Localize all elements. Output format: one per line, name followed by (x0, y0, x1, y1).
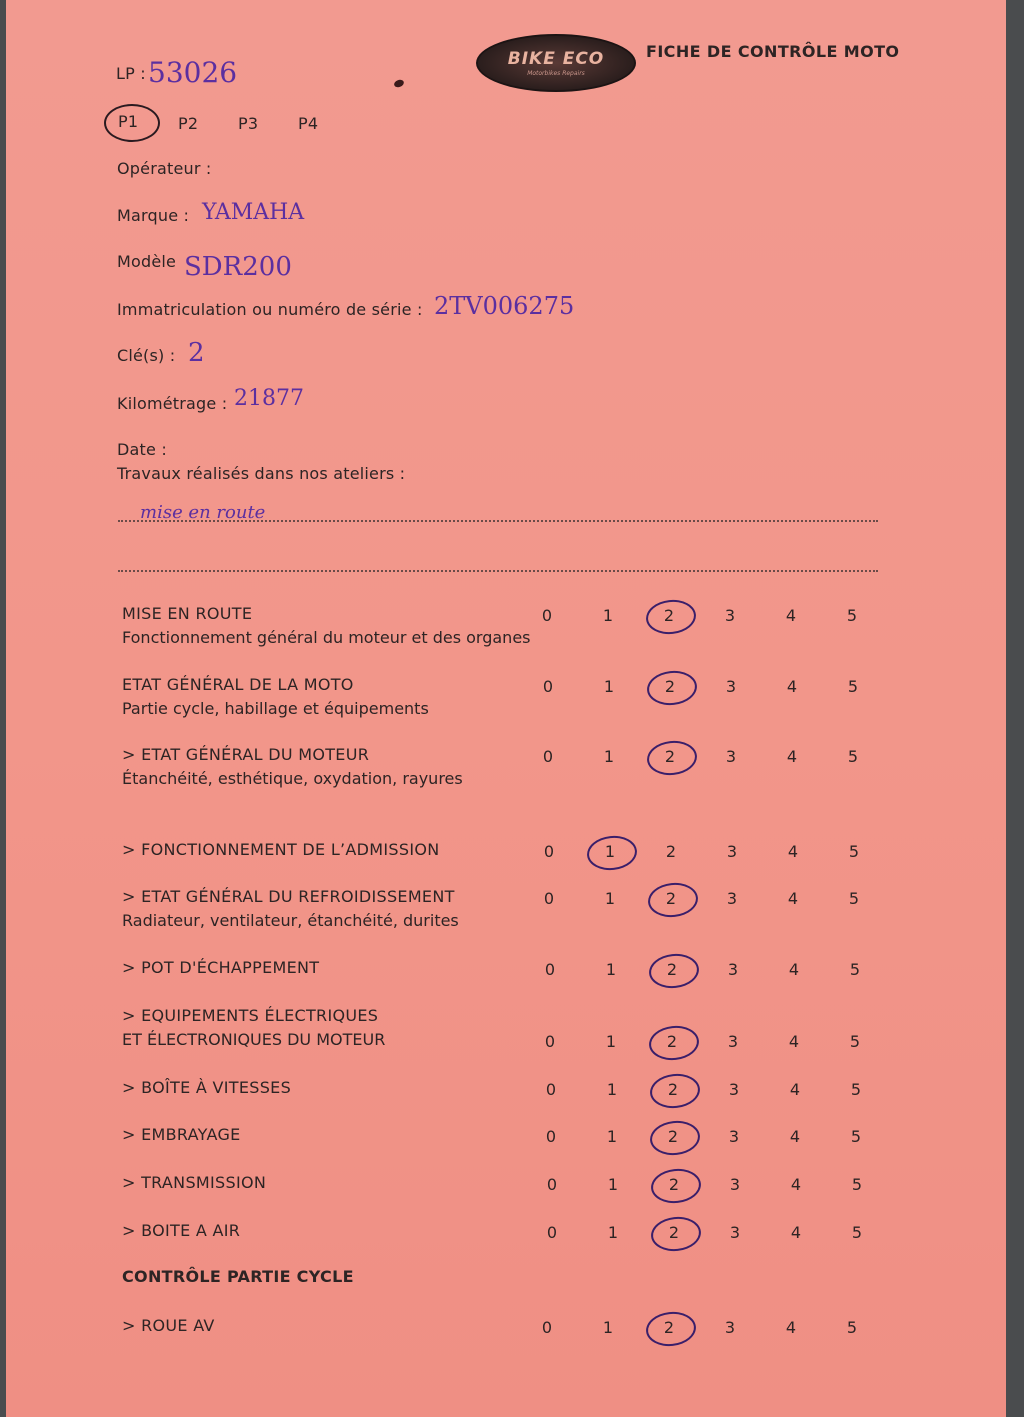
selected-score-circle (645, 738, 698, 777)
score-option-0: 0 (546, 1175, 558, 1194)
score-option-2: 2 (667, 1127, 679, 1146)
operateur-label: Opérateur : (117, 159, 212, 178)
score-option-5: 5 (851, 1175, 863, 1194)
score-option-1: 1 (603, 677, 615, 696)
score-option-1: 1 (604, 842, 616, 861)
score-option-2: 2 (663, 606, 675, 625)
lp-label: LP : (116, 64, 146, 83)
score-option-5: 5 (848, 842, 860, 861)
score-option-2: 2 (663, 1318, 675, 1337)
score-option-0: 0 (546, 1223, 558, 1242)
score-option-2: 2 (666, 960, 678, 979)
marque-value: YAMAHA (202, 200, 305, 225)
selected-score-circle (649, 1214, 702, 1253)
score-option-0: 0 (543, 842, 555, 861)
score-option-3: 3 (729, 1175, 741, 1194)
travaux-value: mise en route (140, 502, 266, 523)
score-option-2: 2 (664, 677, 676, 696)
score-option-0: 0 (541, 1318, 553, 1337)
score-option-4: 4 (787, 889, 799, 908)
score-option-5: 5 (848, 889, 860, 908)
score-option-3: 3 (725, 677, 737, 696)
date-label: Date : (117, 440, 167, 459)
score-option-0: 0 (545, 1127, 557, 1146)
score-option-5: 5 (849, 960, 861, 979)
cles-label: Clé(s) : (117, 346, 176, 365)
score-option-2: 2 (664, 747, 676, 766)
row-subtitle: Partie cycle, habillage et équipements (122, 699, 429, 718)
selected-score-circle (649, 1166, 702, 1205)
score-option-3: 3 (725, 747, 737, 766)
score-option-3: 3 (727, 960, 739, 979)
row-title: ETAT GÉNÉRAL DE LA MOTO (122, 675, 354, 694)
score-option-4: 4 (789, 1080, 801, 1099)
score-option-3: 3 (727, 1032, 739, 1051)
score-option-0: 0 (545, 1080, 557, 1099)
row-subtitle: Étanchéité, esthétique, oxydation, rayures (122, 769, 463, 788)
lp-value: 53026 (148, 56, 238, 89)
page-option-p1: P1 (118, 112, 139, 131)
score-option-5: 5 (847, 677, 859, 696)
selected-score-circle (644, 1309, 697, 1348)
score-option-4: 4 (785, 606, 797, 625)
selected-score-circle (645, 668, 698, 707)
modele-value: SDR200 (184, 252, 292, 282)
score-option-2: 2 (665, 889, 677, 908)
score-option-5: 5 (849, 1032, 861, 1051)
page-option-p4: P4 (298, 114, 319, 133)
score-option-0: 0 (542, 747, 554, 766)
selected-score-circle (585, 833, 638, 872)
kilometrage-label: Kilométrage : (117, 394, 228, 413)
score-option-3: 3 (726, 889, 738, 908)
row-title: > ETAT GÉNÉRAL DU REFROIDISSEMENT (122, 887, 455, 906)
logo-brand-text: BIKE ECO (507, 49, 605, 69)
section-partie-cycle-title: CONTRÔLE PARTIE CYCLE (122, 1267, 354, 1286)
cles-value: 2 (188, 338, 205, 368)
score-option-2: 2 (667, 1080, 679, 1099)
score-option-3: 3 (729, 1223, 741, 1242)
logo-sub-text: Motorbikes Repairs (527, 70, 585, 77)
score-option-4: 4 (786, 747, 798, 766)
score-option-4: 4 (789, 1127, 801, 1146)
immatriculation-label: Immatriculation ou numéro de série : (117, 300, 423, 319)
marque-label: Marque : (117, 206, 190, 225)
selected-score-circle (647, 1023, 700, 1062)
score-option-3: 3 (724, 1318, 736, 1337)
page-title: FICHE DE CONTRÔLE MOTO (646, 42, 900, 61)
ink-mark (393, 79, 405, 89)
score-option-4: 4 (786, 677, 798, 696)
score-option-2: 2 (665, 842, 677, 861)
selected-score-circle (646, 880, 699, 919)
watermark (806, 1302, 816, 1337)
travaux-label: Travaux réalisés dans nos ateliers : (117, 464, 406, 483)
row-title: > BOITE A AIR (122, 1221, 241, 1240)
kilometrage-value: 21877 (234, 386, 304, 411)
score-option-1: 1 (603, 747, 615, 766)
score-option-4: 4 (785, 1318, 797, 1337)
score-option-5: 5 (850, 1080, 862, 1099)
row-subtitle: ET ÉLECTRONIQUES DU MOTEUR (122, 1030, 386, 1049)
score-option-5: 5 (850, 1127, 862, 1146)
score-option-2: 2 (668, 1175, 680, 1194)
score-option-0: 0 (543, 889, 555, 908)
row-title: > EMBRAYAGE (122, 1125, 241, 1144)
score-option-3: 3 (724, 606, 736, 625)
score-option-1: 1 (606, 1080, 618, 1099)
row-title: > ETAT GÉNÉRAL DU MOTEUR (122, 745, 370, 764)
score-option-3: 3 (728, 1080, 740, 1099)
score-option-5: 5 (851, 1223, 863, 1242)
score-option-1: 1 (605, 1032, 617, 1051)
row-title: > POT D'ÉCHAPPEMENT (122, 958, 320, 977)
cycle-row-title: > ROUE AV (122, 1316, 215, 1335)
bike-eco-logo (476, 34, 636, 92)
score-option-5: 5 (846, 1318, 858, 1337)
score-option-4: 4 (788, 960, 800, 979)
selected-score-circle (648, 1071, 701, 1110)
row-title: > FONCTIONNEMENT DE L’ADMISSION (122, 840, 440, 859)
score-option-3: 3 (726, 842, 738, 861)
score-option-1: 1 (606, 1127, 618, 1146)
score-option-4: 4 (790, 1175, 802, 1194)
score-option-4: 4 (787, 842, 799, 861)
score-option-0: 0 (544, 960, 556, 979)
score-option-4: 4 (790, 1223, 802, 1242)
score-option-2: 2 (668, 1223, 680, 1242)
selected-score-circle (648, 1118, 701, 1157)
score-option-0: 0 (541, 606, 553, 625)
page-option-p3: P3 (238, 114, 259, 133)
selected-score-circle (644, 597, 697, 636)
page-option-p2: P2 (178, 114, 199, 133)
row-subtitle: Fonctionnement général du moteur et des organes (122, 628, 531, 647)
immatriculation-value: 2TV006275 (434, 292, 575, 320)
score-option-3: 3 (728, 1127, 740, 1146)
score-option-1: 1 (602, 1318, 614, 1337)
score-option-1: 1 (604, 889, 616, 908)
row-title: > BOÎTE À VITESSES (122, 1078, 292, 1097)
row-title: MISE EN ROUTE (122, 604, 253, 623)
score-option-5: 5 (846, 606, 858, 625)
score-option-0: 0 (542, 677, 554, 696)
modele-label: Modèle (117, 252, 177, 271)
score-option-1: 1 (607, 1223, 619, 1242)
travaux-line-2 (118, 570, 878, 572)
score-option-0: 0 (544, 1032, 556, 1051)
score-option-4: 4 (788, 1032, 800, 1051)
row-subtitle: Radiateur, ventilateur, étanchéité, durites (122, 911, 459, 930)
row-title: > EQUIPEMENTS ÉLECTRIQUES (122, 1006, 379, 1025)
score-option-5: 5 (847, 747, 859, 766)
score-option-1: 1 (602, 606, 614, 625)
score-option-2: 2 (666, 1032, 678, 1051)
row-title: > TRANSMISSION (122, 1173, 267, 1192)
score-option-1: 1 (605, 960, 617, 979)
control-sheet (6, 0, 1006, 1417)
selected-score-circle (647, 951, 700, 990)
score-option-1: 1 (607, 1175, 619, 1194)
